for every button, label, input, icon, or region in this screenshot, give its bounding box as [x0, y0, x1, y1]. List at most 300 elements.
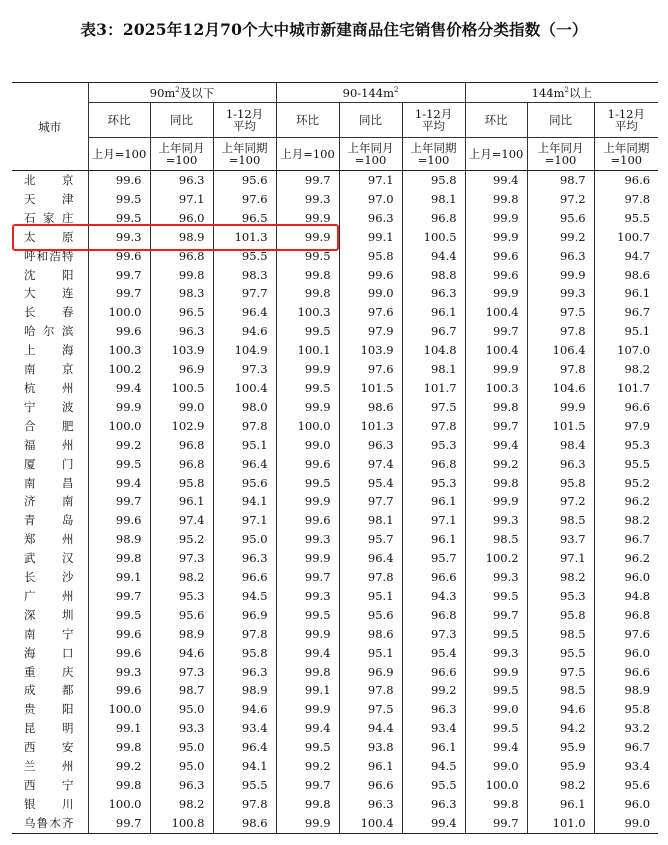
value-cell: 99.0	[339, 284, 402, 303]
value-cell: 99.4	[88, 474, 150, 493]
value-cell: 95.0	[150, 738, 213, 757]
city-cell: 南京	[24, 362, 74, 377]
value-cell: 99.6	[276, 511, 339, 530]
value-cell: 95.3	[402, 474, 465, 493]
value-cell: 96.9	[213, 606, 276, 625]
value-cell: 100.3	[276, 303, 339, 322]
table-row	[12, 171, 658, 190]
table-row	[12, 417, 658, 436]
group-label: $90-144m^2$	[342, 85, 399, 100]
city-cell: 长春	[24, 305, 74, 320]
city-cell: 石家庄	[24, 210, 74, 225]
value-cell: 98.1	[402, 360, 465, 379]
value-cell: 98.6	[339, 625, 402, 644]
value-cell: 94.3	[402, 587, 465, 606]
value-cell: 94.6	[213, 322, 276, 341]
value-cell: 99.6	[465, 247, 527, 266]
subcolumn-header: 环比	[276, 103, 339, 138]
value-cell: 99.4	[465, 171, 527, 190]
value-cell: 96.4	[213, 738, 276, 757]
value-cell: 96.6	[402, 568, 465, 587]
value-cell: 98.9	[150, 228, 213, 247]
value-cell: 99.8	[465, 190, 527, 209]
value-cell: 96.8	[150, 455, 213, 474]
value-cell: 99.9	[276, 492, 339, 511]
value-cell: 99.1	[88, 568, 150, 587]
value-cell: 97.4	[339, 455, 402, 474]
value-cell: 93.4	[402, 719, 465, 738]
value-cell: 99.3	[465, 644, 527, 663]
value-cell: 95.8	[594, 700, 658, 719]
value-cell: 99.8	[276, 284, 339, 303]
city-cell: 南宁	[24, 626, 74, 641]
value-cell: 97.8	[527, 322, 594, 341]
table-row	[12, 587, 658, 606]
value-cell: 103.9	[339, 341, 402, 360]
subcolumn-header: 1-12月 平均	[402, 103, 465, 138]
city-cell: 西宁	[24, 778, 74, 792]
value-cell: 99.3	[276, 190, 339, 209]
city-cell: 福州	[24, 437, 74, 452]
value-cell: 96.3	[150, 171, 213, 190]
value-cell: 101.7	[402, 379, 465, 398]
value-cell: 99.0	[594, 814, 658, 833]
table-row	[12, 814, 658, 833]
base-header: 上年同期 =100	[402, 138, 465, 171]
table-row	[12, 644, 658, 663]
table-row	[12, 530, 658, 549]
value-cell: 96.6	[213, 568, 276, 587]
value-cell: 98.5	[527, 625, 594, 644]
value-cell: 96.6	[594, 663, 658, 682]
value-cell: 96.1	[402, 303, 465, 322]
value-cell: 99.0	[465, 700, 527, 719]
value-cell: 99.2	[402, 681, 465, 700]
subcolumn-header: 同比	[150, 103, 213, 138]
value-cell: 99.7	[88, 284, 150, 303]
value-cell: 97.6	[213, 190, 276, 209]
value-cell: 97.7	[339, 492, 402, 511]
value-cell: 100.0	[88, 700, 150, 719]
value-cell: 95.6	[339, 606, 402, 625]
city-cell: 重庆	[24, 664, 74, 679]
table-row	[12, 436, 658, 455]
subcolumn-header: 环比	[465, 103, 527, 138]
value-cell: 99.8	[465, 398, 527, 417]
value-cell: 99.9	[465, 284, 527, 303]
value-cell: 99.8	[465, 795, 527, 814]
table-row	[12, 398, 658, 417]
value-cell: 99.5	[276, 606, 339, 625]
city-cell: 昆明	[24, 721, 74, 736]
value-cell: 106.4	[527, 341, 594, 360]
value-cell: 99.9	[276, 228, 339, 247]
value-cell: 97.8	[527, 360, 594, 379]
value-cell: 95.4	[339, 474, 402, 493]
base-header: 上年同月 =100	[339, 138, 402, 171]
value-cell: 93.7	[527, 530, 594, 549]
value-cell: 99.2	[276, 757, 339, 776]
city-cell: 天津	[24, 191, 74, 206]
value-cell: 96.3	[339, 795, 402, 814]
table-row	[12, 757, 658, 776]
value-cell: 99.6	[88, 171, 150, 190]
value-cell: 96.8	[402, 455, 465, 474]
subcolumn-header: 1-12月 平均	[594, 103, 658, 138]
value-cell: 99.4	[88, 379, 150, 398]
value-cell: 99.1	[88, 719, 150, 738]
value-cell: 99.7	[276, 776, 339, 795]
value-cell: 93.4	[213, 719, 276, 738]
table-row	[12, 511, 658, 530]
base-header: 上月=100	[276, 138, 339, 171]
value-cell: 96.6	[594, 171, 658, 190]
value-cell: 99.4	[465, 738, 527, 757]
value-cell: 96.5	[213, 209, 276, 228]
base-header: 上年同月 =100	[150, 138, 213, 171]
value-cell: 99.0	[276, 436, 339, 455]
value-cell: 99.6	[465, 266, 527, 285]
value-cell: 96.7	[402, 322, 465, 341]
value-cell: 99.5	[88, 455, 150, 474]
value-cell: 96.1	[402, 738, 465, 757]
value-cell: 99.2	[88, 757, 150, 776]
value-cell: 99.7	[465, 322, 527, 341]
value-cell: 95.5	[594, 209, 658, 228]
value-cell: 103.9	[150, 341, 213, 360]
value-cell: 99.5	[276, 474, 339, 493]
value-cell: 99.8	[276, 795, 339, 814]
value-cell: 96.3	[339, 436, 402, 455]
value-cell: 99.5	[465, 587, 527, 606]
value-cell: 99.6	[339, 266, 402, 285]
value-cell: 97.3	[150, 549, 213, 568]
price-index-table	[12, 82, 658, 834]
value-cell: 96.2	[594, 492, 658, 511]
table-header	[12, 83, 658, 171]
value-cell: 97.8	[213, 795, 276, 814]
value-cell: 95.0	[150, 700, 213, 719]
value-cell: 100.4	[339, 814, 402, 833]
value-cell: 100.0	[276, 417, 339, 436]
value-cell: 100.8	[150, 814, 213, 833]
value-cell: 97.1	[527, 549, 594, 568]
value-cell: 95.6	[213, 474, 276, 493]
value-cell: 99.8	[465, 474, 527, 493]
value-cell: 93.4	[594, 757, 658, 776]
value-cell: 99.8	[88, 738, 150, 757]
value-cell: 98.1	[339, 511, 402, 530]
value-cell: 97.5	[527, 303, 594, 322]
value-cell: 99.2	[88, 436, 150, 455]
value-cell: 99.7	[465, 814, 527, 833]
value-cell: 99.0	[465, 757, 527, 776]
value-cell: 95.1	[339, 644, 402, 663]
value-cell: 99.8	[88, 549, 150, 568]
value-cell: 99.3	[527, 284, 594, 303]
value-cell: 96.3	[150, 776, 213, 795]
value-cell: 99.9	[465, 228, 527, 247]
city-cell: 杭州	[24, 380, 74, 395]
value-cell: 102.9	[150, 417, 213, 436]
value-cell: 96.3	[527, 247, 594, 266]
value-cell: 104.6	[527, 379, 594, 398]
value-cell: 96.3	[402, 795, 465, 814]
value-cell: 97.8	[339, 681, 402, 700]
value-cell: 96.6	[339, 776, 402, 795]
city-cell: 青岛	[24, 513, 74, 528]
base-header: 上年同期 =100	[213, 138, 276, 171]
value-cell: 97.2	[527, 190, 594, 209]
value-cell: 99.9	[276, 700, 339, 719]
value-cell: 96.3	[213, 663, 276, 682]
value-cell: 95.3	[402, 436, 465, 455]
table-title: 表3：2025年12月70个大中城市新建商品住宅销售价格分类指数（一）	[80, 20, 588, 39]
city-cell: 北京	[24, 173, 74, 187]
value-cell: 99.7	[88, 266, 150, 285]
city-cell: 银川	[24, 796, 74, 811]
value-cell: 95.0	[150, 757, 213, 776]
city-cell: 贵阳	[24, 702, 74, 717]
value-cell: 98.9	[213, 681, 276, 700]
table-row	[12, 795, 658, 814]
value-cell: 95.8	[213, 644, 276, 663]
value-cell: 99.6	[276, 455, 339, 474]
city-cell: 深圳	[24, 607, 74, 622]
value-cell: 100.0	[465, 776, 527, 795]
table-row	[12, 360, 658, 379]
city-cell: 武汉	[24, 551, 74, 566]
value-cell: 93.8	[339, 738, 402, 757]
value-cell: 99.5	[276, 738, 339, 757]
value-cell: 96.9	[150, 360, 213, 379]
value-cell: 95.8	[402, 171, 465, 190]
value-cell: 99.5	[88, 606, 150, 625]
value-cell: 95.9	[527, 757, 594, 776]
value-cell: 96.3	[150, 322, 213, 341]
value-cell: 100.0	[88, 417, 150, 436]
value-cell: 96.4	[339, 549, 402, 568]
base-header: 上年同月 =100	[527, 138, 594, 171]
value-cell: 98.3	[150, 284, 213, 303]
value-cell: 98.2	[527, 568, 594, 587]
value-cell: 99.3	[276, 530, 339, 549]
value-cell: 107.0	[594, 341, 658, 360]
value-cell: 100.4	[465, 341, 527, 360]
value-cell: 95.5	[594, 455, 658, 474]
value-cell: 97.4	[150, 511, 213, 530]
value-cell: 99.4	[402, 814, 465, 833]
value-cell: 99.3	[465, 511, 527, 530]
city-cell: 厦门	[24, 456, 74, 471]
value-cell: 96.3	[339, 209, 402, 228]
table-row	[12, 700, 658, 719]
value-cell: 96.5	[150, 303, 213, 322]
value-cell: 95.7	[339, 530, 402, 549]
value-cell: 96.8	[402, 606, 465, 625]
value-cell: 98.4	[527, 436, 594, 455]
value-cell: 100.7	[594, 228, 658, 247]
value-cell: 95.5	[527, 644, 594, 663]
value-cell: 99.4	[465, 436, 527, 455]
value-cell: 98.5	[527, 681, 594, 700]
table-row	[12, 455, 658, 474]
group-header	[465, 83, 658, 103]
value-cell: 98.2	[150, 795, 213, 814]
value-cell: 95.2	[594, 474, 658, 493]
value-cell: 99.9	[465, 209, 527, 228]
value-cell: 101.3	[339, 417, 402, 436]
base-header: 上年同期 =100	[594, 138, 658, 171]
subcolumn-header: 1-12月 平均	[213, 103, 276, 138]
value-cell: 99.3	[88, 663, 150, 682]
value-cell: 98.6	[339, 398, 402, 417]
value-cell: 99.9	[465, 360, 527, 379]
value-cell: 99.9	[527, 398, 594, 417]
value-cell: 99.6	[88, 511, 150, 530]
value-cell: 100.0	[88, 303, 150, 322]
value-cell: 97.6	[339, 360, 402, 379]
value-cell: 96.2	[594, 549, 658, 568]
table-row	[12, 379, 658, 398]
value-cell: 97.1	[213, 511, 276, 530]
value-cell: 99.9	[276, 360, 339, 379]
value-cell: 94.1	[213, 492, 276, 511]
table-body	[12, 171, 658, 834]
value-cell: 99.5	[276, 322, 339, 341]
value-cell: 99.5	[465, 719, 527, 738]
value-cell: 96.1	[402, 530, 465, 549]
value-cell: 94.6	[150, 644, 213, 663]
value-cell: 95.6	[594, 776, 658, 795]
city-cell: 长沙	[24, 570, 74, 585]
value-cell: 99.4	[276, 719, 339, 738]
value-cell: 99.5	[276, 379, 339, 398]
value-cell: 96.1	[339, 757, 402, 776]
value-cell: 99.1	[276, 681, 339, 700]
value-cell: 97.3	[150, 663, 213, 682]
value-cell: 98.5	[465, 530, 527, 549]
value-cell: 98.2	[594, 360, 658, 379]
value-cell: 98.2	[150, 568, 213, 587]
city-cell: 乌鲁木齐	[12, 814, 88, 833]
city-cell: 宁波	[24, 399, 74, 414]
group-header	[276, 83, 465, 103]
city-cell: 合肥	[24, 418, 74, 433]
city-cell: 成都	[24, 683, 74, 698]
value-cell: 99.5	[465, 681, 527, 700]
value-cell: 96.1	[594, 284, 658, 303]
table-row	[12, 719, 658, 738]
value-cell: 96.7	[594, 303, 658, 322]
value-cell: 96.1	[527, 795, 594, 814]
group-label: $90m^2$及以下	[149, 85, 215, 100]
value-cell: 99.7	[465, 606, 527, 625]
value-cell: 98.8	[402, 266, 465, 285]
value-cell: 97.0	[339, 190, 402, 209]
value-cell: 95.1	[594, 322, 658, 341]
value-cell: 95.5	[213, 776, 276, 795]
city-cell: 大连	[24, 286, 74, 301]
value-cell: 96.4	[213, 303, 276, 322]
value-cell: 98.6	[213, 814, 276, 833]
value-cell: 99.0	[150, 398, 213, 417]
value-cell: 99.9	[276, 209, 339, 228]
value-cell: 99.8	[276, 663, 339, 682]
value-cell: 99.7	[465, 417, 527, 436]
value-cell: 99.9	[276, 549, 339, 568]
table-row	[12, 776, 658, 795]
value-cell: 99.9	[276, 625, 339, 644]
value-cell: 99.6	[88, 644, 150, 663]
value-cell: 97.7	[213, 284, 276, 303]
value-cell: 97.8	[402, 417, 465, 436]
value-cell: 100.4	[213, 379, 276, 398]
value-cell: 99.9	[88, 398, 150, 417]
value-cell: 100.5	[150, 379, 213, 398]
value-cell: 95.2	[150, 530, 213, 549]
value-cell: 99.3	[465, 568, 527, 587]
value-cell: 95.5	[402, 776, 465, 795]
value-cell: 96.0	[594, 568, 658, 587]
city-cell: 哈尔滨	[24, 324, 74, 339]
value-cell: 95.8	[527, 606, 594, 625]
value-cell: 101.3	[213, 228, 276, 247]
value-cell: 95.7	[402, 549, 465, 568]
value-cell: 95.5	[213, 247, 276, 266]
value-cell: 94.7	[594, 247, 658, 266]
table-row	[12, 681, 658, 700]
value-cell: 98.7	[150, 681, 213, 700]
value-cell: 98.9	[150, 625, 213, 644]
table-row	[12, 266, 658, 285]
base-header: 上月=100	[465, 138, 527, 171]
value-cell: 99.8	[88, 776, 150, 795]
table-row	[12, 492, 658, 511]
city-cell: 南昌	[24, 475, 74, 490]
value-cell: 95.8	[150, 474, 213, 493]
table-row	[12, 303, 658, 322]
value-cell: 96.8	[594, 606, 658, 625]
value-cell: 99.6	[88, 322, 150, 341]
value-cell: 99.7	[276, 568, 339, 587]
value-cell: 98.3	[213, 266, 276, 285]
value-cell: 95.8	[527, 474, 594, 493]
value-cell: 97.8	[339, 568, 402, 587]
value-cell: 99.7	[276, 171, 339, 190]
value-cell: 96.3	[402, 700, 465, 719]
value-cell: 99.5	[465, 625, 527, 644]
value-cell: 101.5	[339, 379, 402, 398]
value-cell: 99.2	[527, 228, 594, 247]
value-cell: 97.8	[213, 625, 276, 644]
value-cell: 96.3	[527, 455, 594, 474]
value-cell: 95.3	[594, 436, 658, 455]
city-cell: 郑州	[24, 532, 74, 547]
table-row	[12, 474, 658, 493]
table-row	[12, 606, 658, 625]
value-cell: 101.0	[527, 814, 594, 833]
value-cell: 97.1	[150, 190, 213, 209]
value-cell: 97.9	[594, 417, 658, 436]
value-cell: 96.7	[594, 738, 658, 757]
value-cell: 97.2	[527, 492, 594, 511]
value-cell: 100.2	[88, 360, 150, 379]
city-cell: 呼和浩特	[24, 248, 74, 263]
value-cell: 96.0	[594, 795, 658, 814]
value-cell: 96.0	[150, 209, 213, 228]
value-cell: 98.1	[402, 190, 465, 209]
